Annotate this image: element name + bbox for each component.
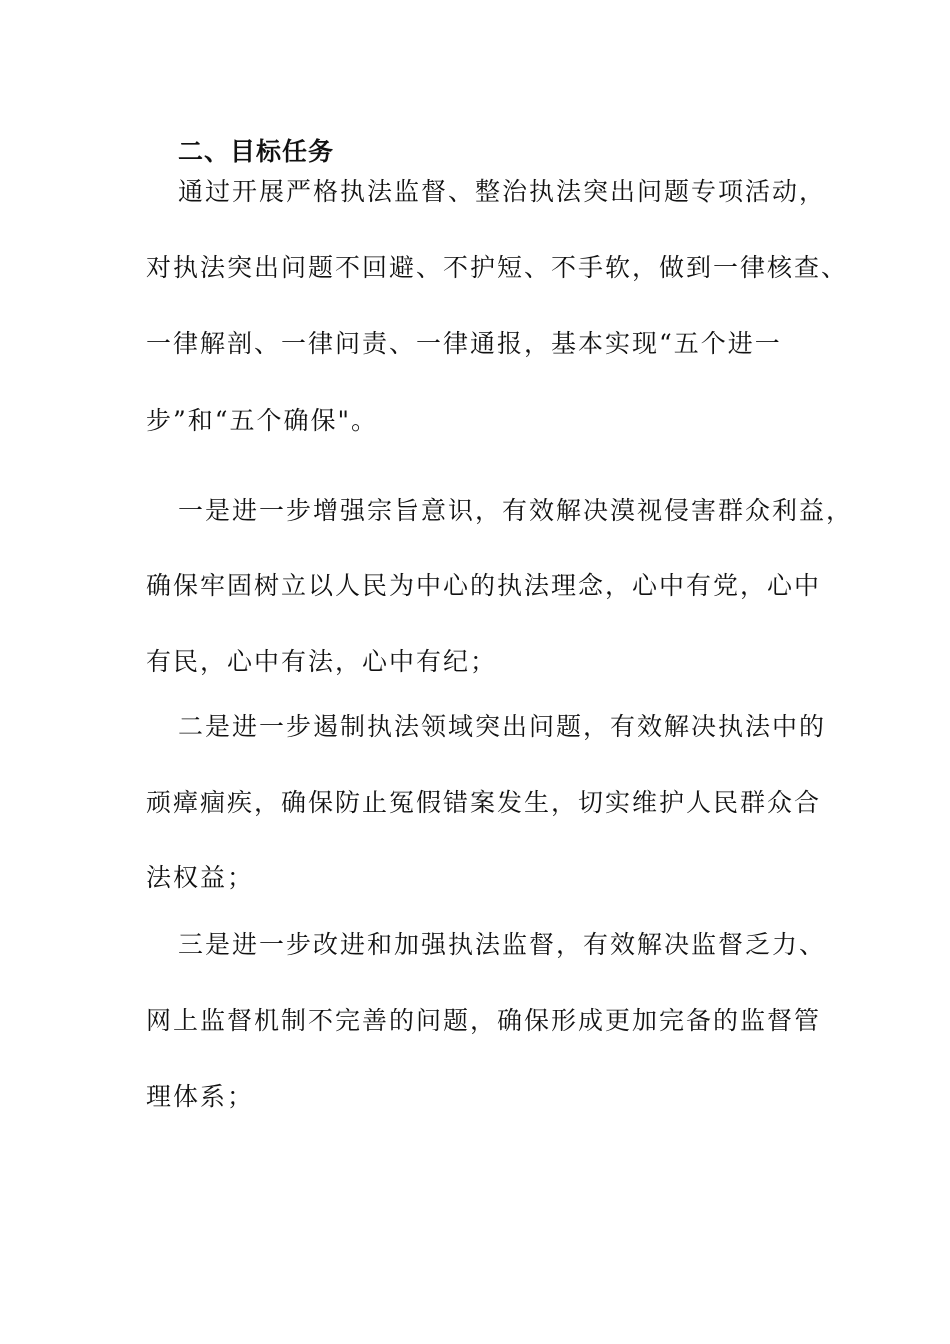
paragraph-line: 对执法突出问题不回避、不护短、不手软，做到一律核查、 [146, 253, 849, 282]
paragraph-line: 一律解剖、一律问责、一律通报，基本实现“五个进一 [146, 329, 782, 358]
section-heading: 二、目标任务 [178, 137, 335, 166]
paragraph-line: 三是进一步改进和加强执法监督，有效解决监督乏力、 [178, 930, 827, 959]
paragraph-line: 步”和“五个确保"。 [146, 406, 379, 435]
paragraph-line: 顽瘴痼疾，确保防止冤假错案发生，切实维护人民群众合 [146, 788, 822, 817]
paragraph-line: 通过开展严格执法监督、整治执法突出问题专项活动， [178, 177, 827, 206]
paragraph-line: 确保牢固树立以人民为中心的执法理念，心中有党，心中 [146, 571, 822, 600]
paragraph-line: 一是进一步增强宗旨意识，有效解决漠视侵害群众利益， [178, 496, 854, 525]
paragraph-line: 有民，心中有法，心中有纪； [146, 647, 498, 676]
paragraph-line: 理体系； [146, 1082, 255, 1111]
paragraph-line: 法权益； [146, 863, 255, 892]
paragraph-line: 二是进一步遏制执法领域突出问题，有效解决执法中的 [178, 712, 827, 741]
paragraph-line: 网上监督机制不完善的问题，确保形成更加完备的监督管 [146, 1006, 822, 1035]
